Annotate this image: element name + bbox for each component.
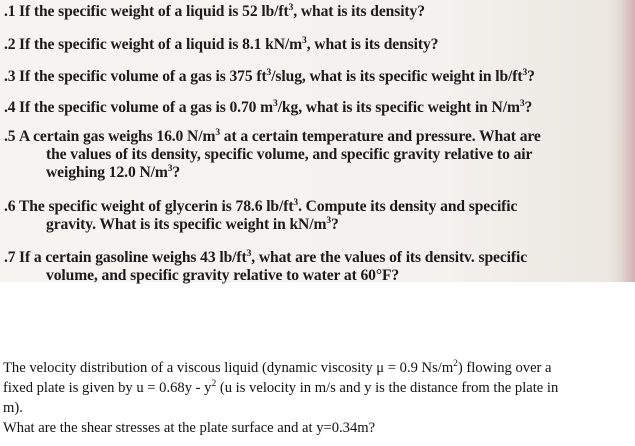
problem-number: .4 <box>4 99 16 116</box>
problem-number: .6 <box>4 198 16 215</box>
problem-text-line-1: The specific weight of glycerin is 78.6 $lb/ft^3$. Compute its density and specific <box>19 198 518 215</box>
problem-text: If the specific volume of a gas is 0.70 $m^3/kg$, what is its specific weight in $N/m^3$? <box>19 99 533 116</box>
problem-text: If the specific volume of a gas is 375 $ft^3$/slug, what is its specific weight in $lb/ft^3$? <box>19 68 535 85</box>
problem-text-line-1: A certain gas weighs 16.0 $N/m^3$ at a certain temperature and pressure. What are <box>19 128 541 145</box>
problem-text-line-1: If a certain gasoline weighs 43 $lb/ft^3$, what are the values of its densitv. specific <box>19 249 528 266</box>
viscosity-problem-question: What are the shear stresses at the plate surface and at y=0.34m? <box>3 420 376 436</box>
problem-number: .2 <box>4 36 16 53</box>
problem-text: If the specific weight of a liquid is 8.1 $kN/m^3$, what is its density? <box>19 36 439 53</box>
viscosity-problem-line-3: m). <box>3 400 23 416</box>
problem-number: .1 <box>4 3 16 20</box>
problem-number: .5 <box>4 128 16 145</box>
problem-number: .7 <box>4 249 16 266</box>
viscosity-problem-line-1: The velocity distribution of a viscous liquid (dynamic viscosity μ = 0.9 $Ns/m^2$) flowing over a <box>3 359 552 376</box>
viscosity-problem-line-2: fixed plate is given by $u = 0.68y - y^2$ (u is velocity in m/s and y is the distance from the plate in <box>3 379 559 396</box>
problem-text: If the specific weight of a liquid is 52 $lb/ft^3$, what is its density? <box>19 3 425 20</box>
problem-number: .3 <box>4 68 16 85</box>
document-page: .1 If the specific weight of a liquid is 52 $lb/ft^3$, what is its density? .2 If the specific weight of a liquid is 8.1 $kN/m^3$, what is its density? .3 If the specific volume of a gas is 375 $ft^3$/slug, what is its specific weight in $lb/ft^3$? .4 If the specific volume of a gas is 0.70 $m^3/kg$, what is its specific weight in $N/m^3$? .5 A certain gas weighs 16.0 $N/m^3$ at a certain temperature and pressure. What are the values of its density, specific volume, and specific gravity relative to air weighing 12.0 $N/m^3$? .6 The specific weight of glycerin is 78.6 $lb/ft^3$. Compute its density and specific gravity. What is its specific weight in $kN/m^3$? .7 If a certain gasoline weighs 43 $lb/ft^3$, what are the values of its densitv. specific volume, and specific gravity relative to water at 60°F? The velocity distribution of a viscous liquid (dynamic viscosity μ = 0.9 $Ns/m^2$) flowing over a fixed plate is given by $u = 0.68y - y^2$ (u is velocity in m/s and y is the distance from the plate in m). What are the shear stresses at the plate surface and at y=0.34m? <box>0 0 635 446</box>
